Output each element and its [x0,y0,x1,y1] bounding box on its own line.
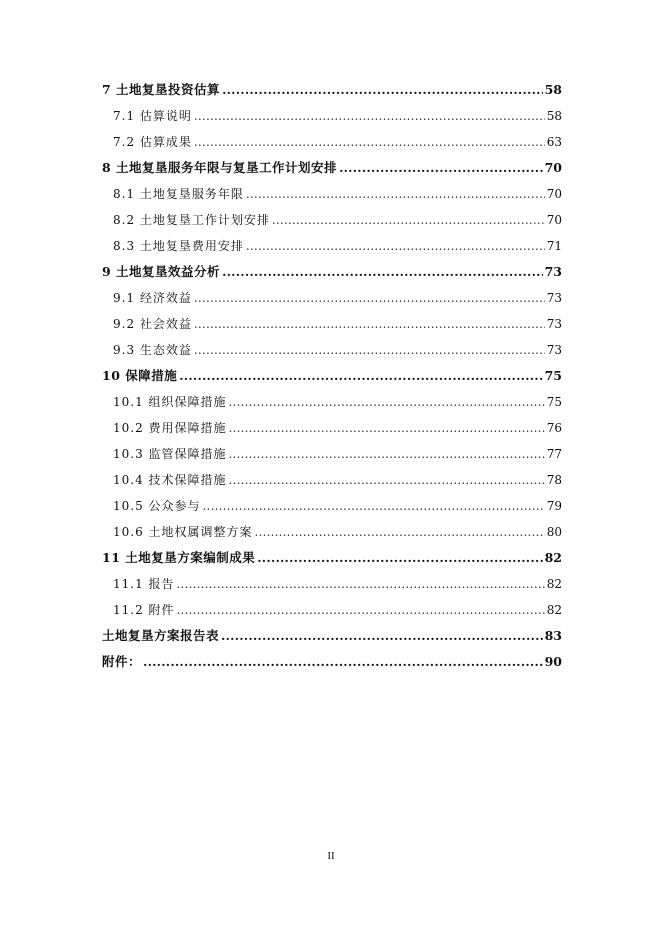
toc-entry-page: 78 [546,473,562,487]
toc-dot-leader [257,545,542,571]
toc-entry-section-8-2[interactable] [102,207,562,233]
toc-entry-page: 58 [544,82,562,97]
toc-entry-chapter-8[interactable] [102,155,562,181]
toc-entry-section-10-6[interactable] [102,519,562,545]
toc-dot-leader [222,259,543,285]
toc-entry-page: 73 [544,264,562,279]
toc-entry-section-9-1[interactable] [102,285,562,311]
toc-dot-leader [194,311,545,337]
toc-entry-section-7-1[interactable] [102,103,562,129]
toc-entry-title: 7.1 估算说明 [113,109,192,123]
toc-entry-title: 10.3 监管保障措施 [113,447,227,461]
toc-dot-leader [246,181,545,207]
toc-entry-section-10-2[interactable] [102,415,562,441]
toc-entry-title: 9 土地复垦效益分析 [102,264,221,279]
toc-entry-title: 8.2 土地复垦工作计划安排 [113,213,270,227]
toc-entry-section-8-3[interactable] [102,233,562,259]
toc-entry-section-10-5[interactable] [102,493,562,519]
toc-entry-section-10-4[interactable] [102,467,562,493]
toc-entry-section-11-2[interactable] [102,597,562,623]
toc-entry-title: 8.3 土地复垦费用安排 [113,239,244,253]
toc-entry-page: 73 [546,343,562,357]
toc-dot-leader [272,207,545,233]
toc-dot-leader [221,623,543,649]
table-of-contents [102,77,562,675]
toc-entry-chapter-10[interactable] [102,363,562,389]
toc-dot-leader [194,103,545,129]
toc-dot-leader [246,233,545,259]
toc-entry-title: 11 土地复垦方案编制成果 [102,550,256,565]
toc-entry-page: 82 [544,550,562,565]
toc-entry-section-9-3[interactable] [102,337,562,363]
toc-entry-page: 82 [546,577,562,591]
toc-entry-title: 9.2 社会效益 [113,317,192,331]
toc-entry-title: 10.4 技术保障措施 [113,473,227,487]
toc-entry-chapter-11[interactable] [102,545,562,571]
toc-entry-section-7-2[interactable] [102,129,562,155]
toc-entry-title: 10.2 费用保障措施 [113,421,227,435]
toc-entry-page: 83 [544,628,562,643]
toc-entry-title: 9.3 生态效益 [113,343,192,357]
toc-dot-leader [229,441,545,467]
toc-entry-page: 77 [546,447,562,461]
toc-entry-title: 11.1 报告 [113,577,175,591]
toc-entry-page: 76 [546,421,562,435]
toc-entry-page: 80 [546,525,562,539]
toc-entry-page: 75 [544,368,562,383]
toc-entry-title: 7.2 估算成果 [113,135,192,149]
toc-entry-chapter-9[interactable] [102,259,562,285]
toc-entry-page: 82 [546,603,562,617]
toc-dot-leader [339,155,543,181]
toc-entry-section-9-2[interactable] [102,311,562,337]
toc-entry-title: 10.6 土地权属调整方案 [113,525,253,539]
toc-entry-title: 附件： [102,654,142,669]
toc-entry-page: 58 [546,109,562,123]
toc-dot-leader [177,597,545,623]
toc-dot-leader [229,415,545,441]
toc-entry-page: 70 [546,213,562,227]
toc-entry-title: 8 土地复垦服务年限与复垦工作计划安排 [102,160,338,175]
toc-entry-page: 70 [546,187,562,201]
toc-entry-title: 11.2 附件 [113,603,175,617]
toc-entry-page: 73 [546,291,562,305]
toc-entry-title: 土地复垦方案报告表 [102,628,220,643]
toc-dot-leader [255,519,545,545]
toc-entry-page: 63 [546,135,562,149]
toc-entry-page: 75 [546,395,562,409]
toc-dot-leader [222,77,543,103]
toc-dot-leader [203,493,545,519]
toc-dot-leader [194,337,545,363]
toc-dot-leader [229,467,545,493]
toc-entry-title: 10.5 公众参与 [113,499,201,513]
toc-entry-section-10-1[interactable] [102,389,562,415]
toc-entry-page: 71 [546,239,562,253]
toc-dot-leader [143,649,543,675]
toc-dot-leader [179,363,542,389]
toc-entry-title: 9.1 经济效益 [113,291,192,305]
toc-dot-leader [194,285,545,311]
toc-dot-leader [194,129,545,155]
toc-entry-chapter-7[interactable] [102,77,562,103]
toc-entry-attachments[interactable] [102,649,562,675]
toc-entry-title: 7 土地复垦投资估算 [102,82,221,97]
toc-dot-leader [229,389,545,415]
toc-entry-section-11-1[interactable] [102,571,562,597]
toc-entry-page: 90 [544,654,562,669]
toc-entry-section-10-3[interactable] [102,441,562,467]
toc-entry-page: 73 [546,317,562,331]
toc-entry-title: 10.1 组织保障措施 [113,395,227,409]
toc-dot-leader [177,571,545,597]
toc-entry-title: 10 保障措施 [102,368,178,383]
toc-entry-title: 8.1 土地复垦服务年限 [113,187,244,201]
toc-entry-page: 70 [544,160,562,175]
page-number-footer: II [327,850,335,862]
toc-entry-report-form[interactable] [102,623,562,649]
toc-entry-section-8-1[interactable] [102,181,562,207]
toc-entry-page: 79 [546,499,562,513]
